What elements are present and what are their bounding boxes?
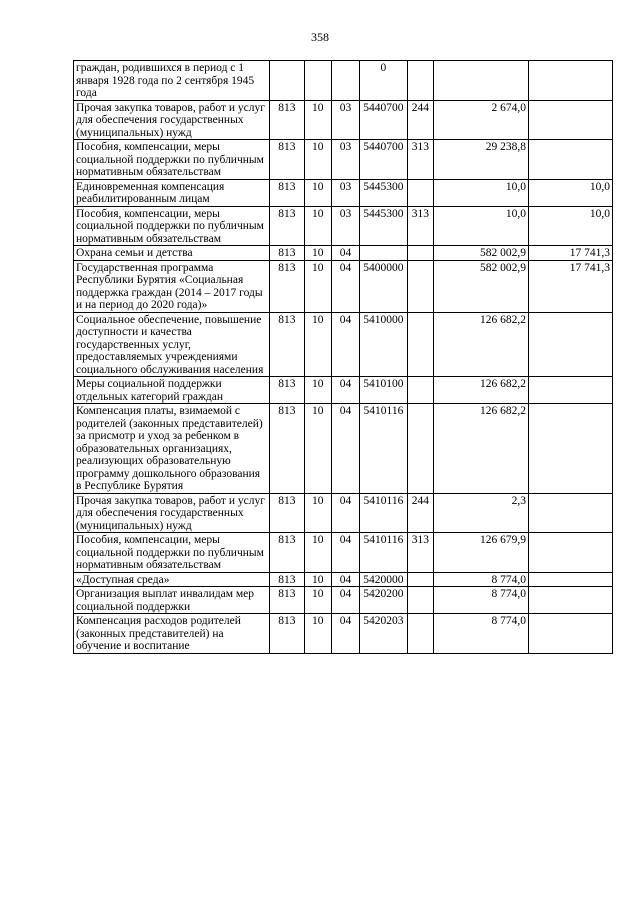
expense-name-cell [74, 260, 270, 312]
amount-total-cell [433, 404, 528, 494]
amount-federal-cell [529, 493, 613, 533]
expense-name-cell [74, 61, 270, 101]
department-code-cell [270, 260, 304, 312]
name-value: Организация выплат инвалидам мер социальной поддержки [76, 588, 254, 613]
sum1-value: 2 674,0 [491, 101, 526, 114]
pr-value: 04 [339, 378, 352, 390]
name-value: Компенсация расходов родителей (законных представителей) на обучение и воспитание [76, 615, 241, 652]
amount-federal-cell [529, 140, 613, 180]
section-code-cell [304, 614, 331, 654]
table-row [74, 587, 613, 614]
amount-federal-cell [529, 614, 613, 654]
name-value: Компенсация платы, взимаемой с родителей (законных представителей) за присмотр и уход за ребенком в образовательных организациях, реализующих образовательную программу дошкольного образования в Республике Бурятия [76, 405, 263, 492]
sum1-value: 582 002,9 [480, 247, 526, 259]
subsection-code-cell [331, 312, 359, 377]
amount-total-cell [433, 100, 528, 140]
expense-type-code-cell [407, 614, 433, 654]
csr-value: 5400000 [363, 261, 404, 274]
ved-value: 813 [278, 261, 296, 274]
pr-value: 03 [339, 207, 352, 220]
expense-name-cell [74, 179, 270, 206]
department-code-cell [270, 100, 304, 140]
pr-value: 04 [339, 261, 352, 274]
rz-value: 10 [311, 247, 324, 259]
section-code-cell [304, 179, 331, 206]
csr-value: 5445300 [363, 180, 404, 193]
expense-type-code-cell [407, 179, 433, 206]
amount-total-cell [433, 246, 528, 261]
rz-value: 10 [311, 615, 324, 627]
table-row [74, 614, 613, 654]
amount-federal-cell [529, 260, 613, 312]
sum2-value: 17 741,3 [569, 247, 610, 259]
sum1-value: 29 238,8 [485, 141, 526, 153]
rz-value: 10 [311, 588, 324, 600]
name-value: Пособия, компенсации, меры социальной поддержки по публичным нормативным обязательствам [76, 534, 264, 571]
target-article-code-cell [360, 533, 408, 573]
section-code-cell [304, 140, 331, 180]
amount-federal-cell [529, 377, 613, 404]
table-row [74, 493, 613, 533]
sum1-value: 8 774,0 [491, 588, 526, 600]
ved-value: 813 [278, 207, 296, 220]
pr-value: 04 [339, 405, 352, 417]
department-code-cell [270, 179, 304, 206]
rz-value: 10 [311, 378, 324, 390]
amount-federal-cell [529, 206, 613, 246]
csr-value: 5440700 [363, 141, 404, 153]
csr-value: 5410000 [363, 313, 404, 326]
pr-value: 04 [339, 313, 352, 326]
subsection-code-cell [331, 140, 359, 180]
sum1-value: 2,3 [511, 494, 526, 507]
expense-type-code-cell [407, 587, 433, 614]
csr-value: 0 [380, 62, 387, 74]
budget-table [73, 60, 613, 654]
amount-total-cell [433, 614, 528, 654]
subsection-code-cell [331, 614, 359, 654]
csr-value: 5420203 [363, 615, 404, 627]
amount-total-cell [433, 140, 528, 180]
rz-value: 10 [311, 207, 324, 220]
expense-type-code-cell [407, 377, 433, 404]
sum1-value: 10,0 [505, 207, 526, 220]
expense-name-cell [74, 404, 270, 494]
table-row [74, 404, 613, 494]
ved-value: 813 [278, 247, 296, 259]
target-article-code-cell [360, 404, 408, 494]
section-code-cell [304, 246, 331, 261]
subsection-code-cell [331, 587, 359, 614]
expense-name-cell [74, 100, 270, 140]
pr-value: 04 [339, 615, 352, 627]
department-code-cell [270, 312, 304, 377]
ved-value: 813 [278, 313, 296, 326]
expense-name-cell [74, 246, 270, 261]
vr-value: 313 [411, 534, 429, 546]
amount-total-cell [433, 179, 528, 206]
amount-federal-cell [529, 404, 613, 494]
expense-type-code-cell [407, 312, 433, 377]
amount-federal-cell [529, 100, 613, 140]
table-row [74, 377, 613, 404]
expense-name-cell [74, 587, 270, 614]
pr-value: 03 [339, 141, 352, 153]
amount-total-cell [433, 61, 528, 101]
sum1-value: 126 682,2 [480, 313, 526, 326]
section-code-cell [304, 260, 331, 312]
expense-name-cell [74, 572, 270, 587]
pr-value: 04 [339, 573, 352, 586]
expense-type-code-cell [407, 61, 433, 101]
rz-value: 10 [311, 141, 324, 153]
ved-value: 813 [278, 101, 296, 114]
table-row [74, 206, 613, 246]
budget-table-body [74, 61, 613, 654]
amount-federal-cell [529, 587, 613, 614]
csr-value: 5410116 [363, 534, 404, 546]
target-article-code-cell [360, 140, 408, 180]
expense-type-code-cell [407, 404, 433, 494]
expense-type-code-cell [407, 493, 433, 533]
subsection-code-cell [331, 377, 359, 404]
section-code-cell [304, 404, 331, 494]
subsection-code-cell [331, 493, 359, 533]
pr-value: 04 [339, 588, 352, 600]
department-code-cell [270, 587, 304, 614]
ved-value: 813 [278, 534, 296, 546]
table-row [74, 179, 613, 206]
amount-total-cell [433, 312, 528, 377]
sum2-value: 10,0 [589, 207, 610, 220]
name-value: Охрана семьи и детства [76, 247, 193, 259]
amount-total-cell [433, 533, 528, 573]
sum1-value: 126 682,2 [480, 378, 526, 390]
ved-value: 813 [278, 494, 296, 507]
name-value: Прочая закупка товаров, работ и услуг для обеспечения государственных (муниципальных) нужд [76, 101, 265, 139]
department-code-cell [270, 206, 304, 246]
table-row [74, 140, 613, 180]
table-row [74, 533, 613, 573]
amount-total-cell [433, 493, 528, 533]
department-code-cell [270, 533, 304, 573]
target-article-code-cell [360, 206, 408, 246]
amount-total-cell [433, 587, 528, 614]
csr-value: 5410100 [363, 378, 404, 390]
department-code-cell [270, 404, 304, 494]
subsection-code-cell [331, 61, 359, 101]
expense-type-code-cell [407, 572, 433, 587]
rz-value: 10 [311, 494, 324, 507]
sum1-value: 126 679,9 [480, 534, 526, 546]
table-row [74, 246, 613, 261]
target-article-code-cell [360, 179, 408, 206]
subsection-code-cell [331, 179, 359, 206]
department-code-cell [270, 377, 304, 404]
target-article-code-cell [360, 377, 408, 404]
subsection-code-cell [331, 404, 359, 494]
target-article-code-cell [360, 312, 408, 377]
sum1-value: 10,0 [505, 180, 526, 193]
pr-value: 03 [339, 101, 352, 114]
ved-value: 813 [278, 378, 296, 390]
department-code-cell [270, 140, 304, 180]
table-row [74, 100, 613, 140]
ved-value: 813 [278, 588, 296, 600]
csr-value: 5420200 [363, 588, 404, 600]
department-code-cell [270, 61, 304, 101]
amount-total-cell [433, 572, 528, 587]
page-number: 358 [311, 30, 329, 44]
csr-value: 5440700 [363, 101, 404, 114]
vr-value: 244 [411, 101, 429, 114]
target-article-code-cell [360, 61, 408, 101]
sum1-value: 8 774,0 [491, 615, 526, 627]
expense-type-code-cell [407, 140, 433, 180]
target-article-code-cell [360, 572, 408, 587]
amount-total-cell [433, 377, 528, 404]
name-value: Пособия, компенсации, меры социальной поддержки по публичным нормативным обязательствам [76, 141, 264, 178]
rz-value: 10 [311, 573, 324, 586]
name-value: Пособия, компенсации, меры социальной поддержки по публичным нормативным обязательствам [76, 207, 264, 245]
sum2-value: 10,0 [589, 180, 610, 193]
table-row [74, 312, 613, 377]
sum1-value: 8 774,0 [491, 573, 526, 586]
expense-name-cell [74, 493, 270, 533]
vr-value: 313 [411, 141, 429, 153]
name-value: Единовременная компенсация реабилитированным лицам [76, 180, 225, 205]
amount-federal-cell [529, 572, 613, 587]
subsection-code-cell [331, 246, 359, 261]
target-article-code-cell [360, 587, 408, 614]
name-value: Прочая закупка товаров, работ и услуг для обеспечения государственных (муниципальных) нужд [76, 494, 265, 532]
expense-name-cell [74, 533, 270, 573]
rz-value: 10 [311, 534, 324, 546]
subsection-code-cell [331, 572, 359, 587]
name-value: Государственная программа Республики Бурятия «Социальная поддержка граждан (2014 – 2017 годы и на период до 2020 года)» [76, 261, 263, 311]
table-row [74, 572, 613, 587]
subsection-code-cell [331, 533, 359, 573]
section-code-cell [304, 312, 331, 377]
section-code-cell [304, 377, 331, 404]
amount-federal-cell [529, 61, 613, 101]
section-code-cell [304, 100, 331, 140]
pr-value: 03 [339, 180, 352, 193]
ved-value: 813 [278, 573, 296, 586]
rz-value: 10 [311, 405, 324, 417]
amount-total-cell [433, 260, 528, 312]
subsection-code-cell [331, 260, 359, 312]
expense-name-cell [74, 140, 270, 180]
pr-value: 04 [339, 247, 352, 259]
amount-federal-cell [529, 179, 613, 206]
name-value: граждан, родившихся в период с 1 января 1928 года по 2 сентября 1945 года [76, 62, 255, 99]
expense-type-code-cell [407, 260, 433, 312]
csr-value: 5420000 [363, 573, 404, 586]
section-code-cell [304, 572, 331, 587]
csr-value: 5445300 [363, 207, 404, 220]
sum2-value: 17 741,3 [569, 261, 610, 274]
ved-value: 813 [278, 405, 296, 417]
vr-value: 313 [411, 207, 429, 220]
pr-value: 04 [339, 534, 352, 546]
expense-name-cell [74, 312, 270, 377]
ved-value: 813 [278, 615, 296, 627]
csr-value: 5410116 [363, 405, 404, 417]
rz-value: 10 [311, 101, 324, 114]
subsection-code-cell [331, 100, 359, 140]
department-code-cell [270, 614, 304, 654]
subsection-code-cell [331, 206, 359, 246]
csr-value: 5410116 [363, 494, 404, 507]
target-article-code-cell [360, 493, 408, 533]
target-article-code-cell [360, 100, 408, 140]
expense-type-code-cell [407, 246, 433, 261]
sum1-value: 126 682,2 [480, 405, 526, 417]
table-row [74, 61, 613, 101]
vr-value: 244 [411, 494, 429, 507]
amount-total-cell [433, 206, 528, 246]
amount-federal-cell [529, 533, 613, 573]
rz-value: 10 [311, 313, 324, 326]
name-value: «Доступная среда» [76, 573, 170, 586]
expense-type-code-cell [407, 100, 433, 140]
sum1-value: 582 002,9 [480, 261, 526, 274]
target-article-code-cell [360, 614, 408, 654]
department-code-cell [270, 246, 304, 261]
section-code-cell [304, 493, 331, 533]
amount-federal-cell [529, 312, 613, 377]
target-article-code-cell [360, 246, 408, 261]
ved-value: 813 [278, 141, 296, 153]
section-code-cell [304, 533, 331, 573]
rz-value: 10 [311, 261, 324, 274]
rz-value: 10 [311, 180, 324, 193]
department-code-cell [270, 493, 304, 533]
ved-value: 813 [278, 180, 296, 193]
section-code-cell [304, 206, 331, 246]
expense-type-code-cell [407, 206, 433, 246]
amount-federal-cell [529, 246, 613, 261]
expense-type-code-cell [407, 533, 433, 573]
section-code-cell [304, 587, 331, 614]
expense-name-cell [74, 206, 270, 246]
pr-value: 04 [339, 494, 352, 507]
section-code-cell [304, 61, 331, 101]
name-value: Меры социальной поддержки отдельных категорий граждан [76, 378, 224, 403]
expense-name-cell [74, 377, 270, 404]
expense-name-cell [74, 614, 270, 654]
department-code-cell [270, 572, 304, 587]
table-row [74, 260, 613, 312]
name-value: Социальное обеспечение, повышение доступности и качества государственных услуг, предоставляемых учреждениями социального обслуживания населения [76, 313, 264, 376]
target-article-code-cell [360, 260, 408, 312]
